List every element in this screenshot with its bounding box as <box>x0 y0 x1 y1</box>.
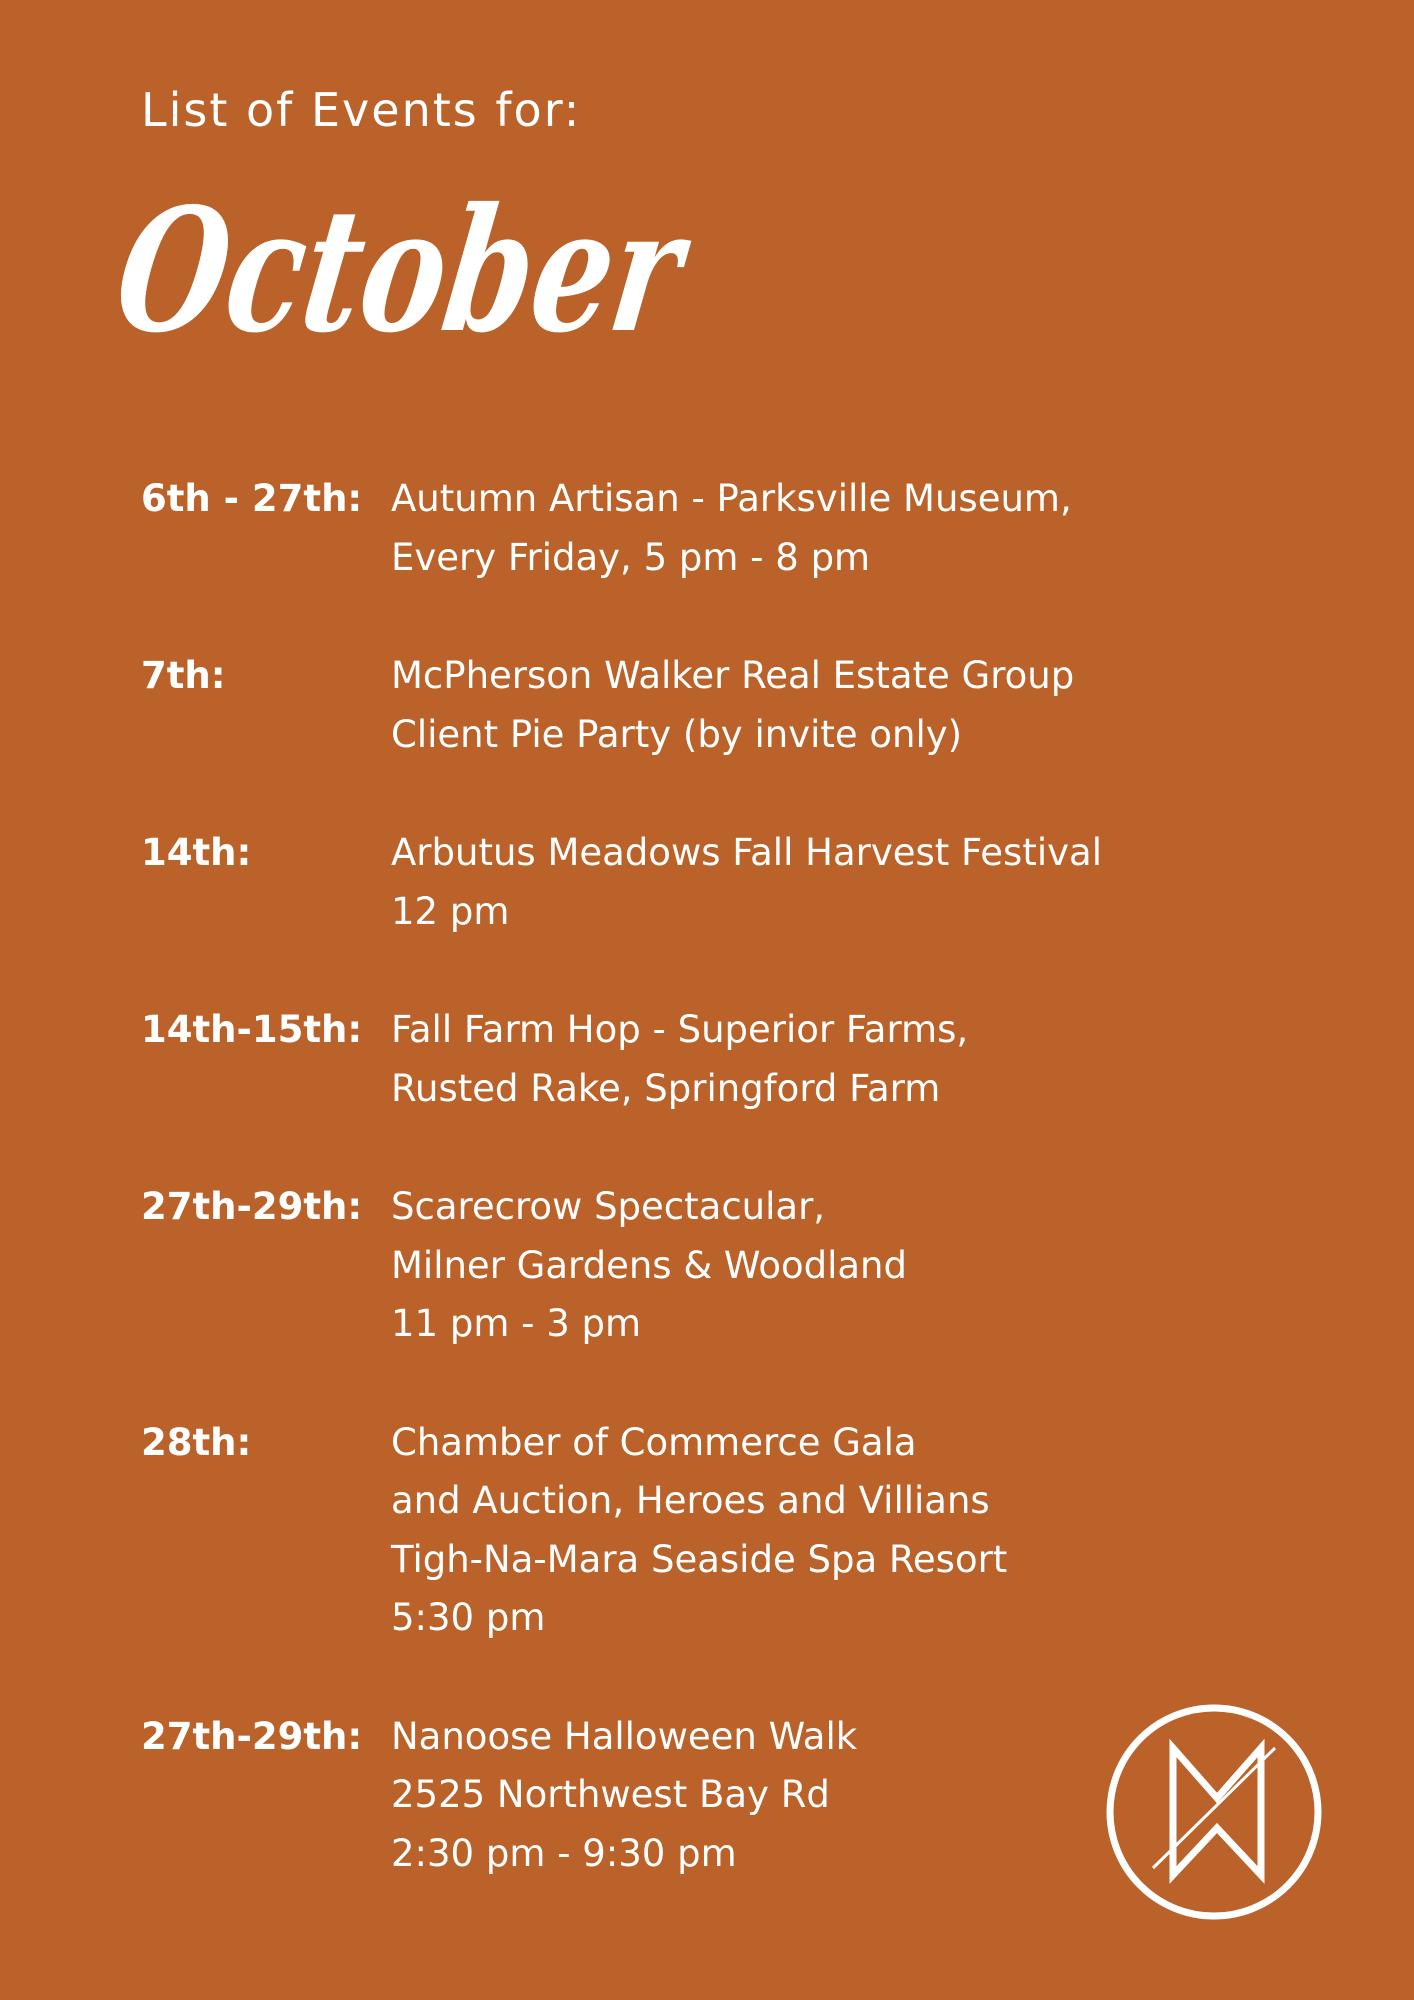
event-date: 27th-29th: <box>141 1714 363 1758</box>
event-description <box>391 1178 1261 1354</box>
event-line: and Auction, Heroes and Villians <box>391 1479 990 1522</box>
event-line: 2525 Northwest Bay Rd <box>391 1773 830 1816</box>
event-description <box>391 647 1261 764</box>
event-line: 2:30 pm - 9:30 pm <box>391 1831 737 1875</box>
month-title-text: October <box>105 171 894 371</box>
event-line: Nanoose Halloween Walk <box>391 1714 858 1758</box>
event-line: Chamber of Commerce Gala <box>391 1420 917 1464</box>
event-line: Autumn Artisan - Parksville Museum, <box>391 477 1072 520</box>
event-line: 11 pm - 3 pm <box>391 1302 642 1345</box>
event-description <box>391 1414 1261 1648</box>
event-line: McPherson Walker Real Estate Group <box>391 654 1075 697</box>
event-line: Every Friday, 5 pm - 8 pm <box>391 535 871 579</box>
event-item <box>141 1001 1261 1118</box>
event-line: 12 pm <box>391 889 510 933</box>
event-item <box>141 1414 1261 1648</box>
event-line: Tigh-Na-Mara Seaside Spa Resort <box>391 1537 1008 1581</box>
event-date: 7th: <box>141 654 226 697</box>
poster-subtitle: List of Events for: <box>141 83 582 137</box>
event-line: Arbutus Meadows Fall Harvest Festival <box>391 831 1102 874</box>
event-line: Scarecrow Spectacular, <box>391 1185 826 1228</box>
event-line: Fall Farm Hop - Superior Farms, <box>391 1008 969 1051</box>
event-date: 6th - 27th: <box>141 477 363 520</box>
event-date: 27th-29th: <box>141 1185 363 1228</box>
event-item <box>141 1708 1261 1884</box>
event-date: 28th: <box>141 1420 252 1464</box>
event-description <box>391 470 1261 587</box>
event-date: 14th: <box>141 831 252 874</box>
event-description <box>391 824 1261 941</box>
event-item <box>141 1178 1261 1354</box>
event-item <box>141 647 1261 764</box>
event-line: Rusted Rake, Springford Farm <box>391 1066 941 1110</box>
event-item <box>141 470 1261 587</box>
events-list <box>141 470 1261 1943</box>
event-line: Milner Gardens & Woodland <box>391 1243 907 1287</box>
event-date: 14th-15th: <box>141 1008 363 1051</box>
mw-monogram-icon <box>1105 1703 1323 1921</box>
event-line: Client Pie Party (by invite only) <box>391 712 963 756</box>
event-description <box>391 1001 1261 1118</box>
event-item <box>141 824 1261 941</box>
month-title <box>105 140 894 380</box>
event-line: 5:30 pm <box>391 1596 546 1639</box>
